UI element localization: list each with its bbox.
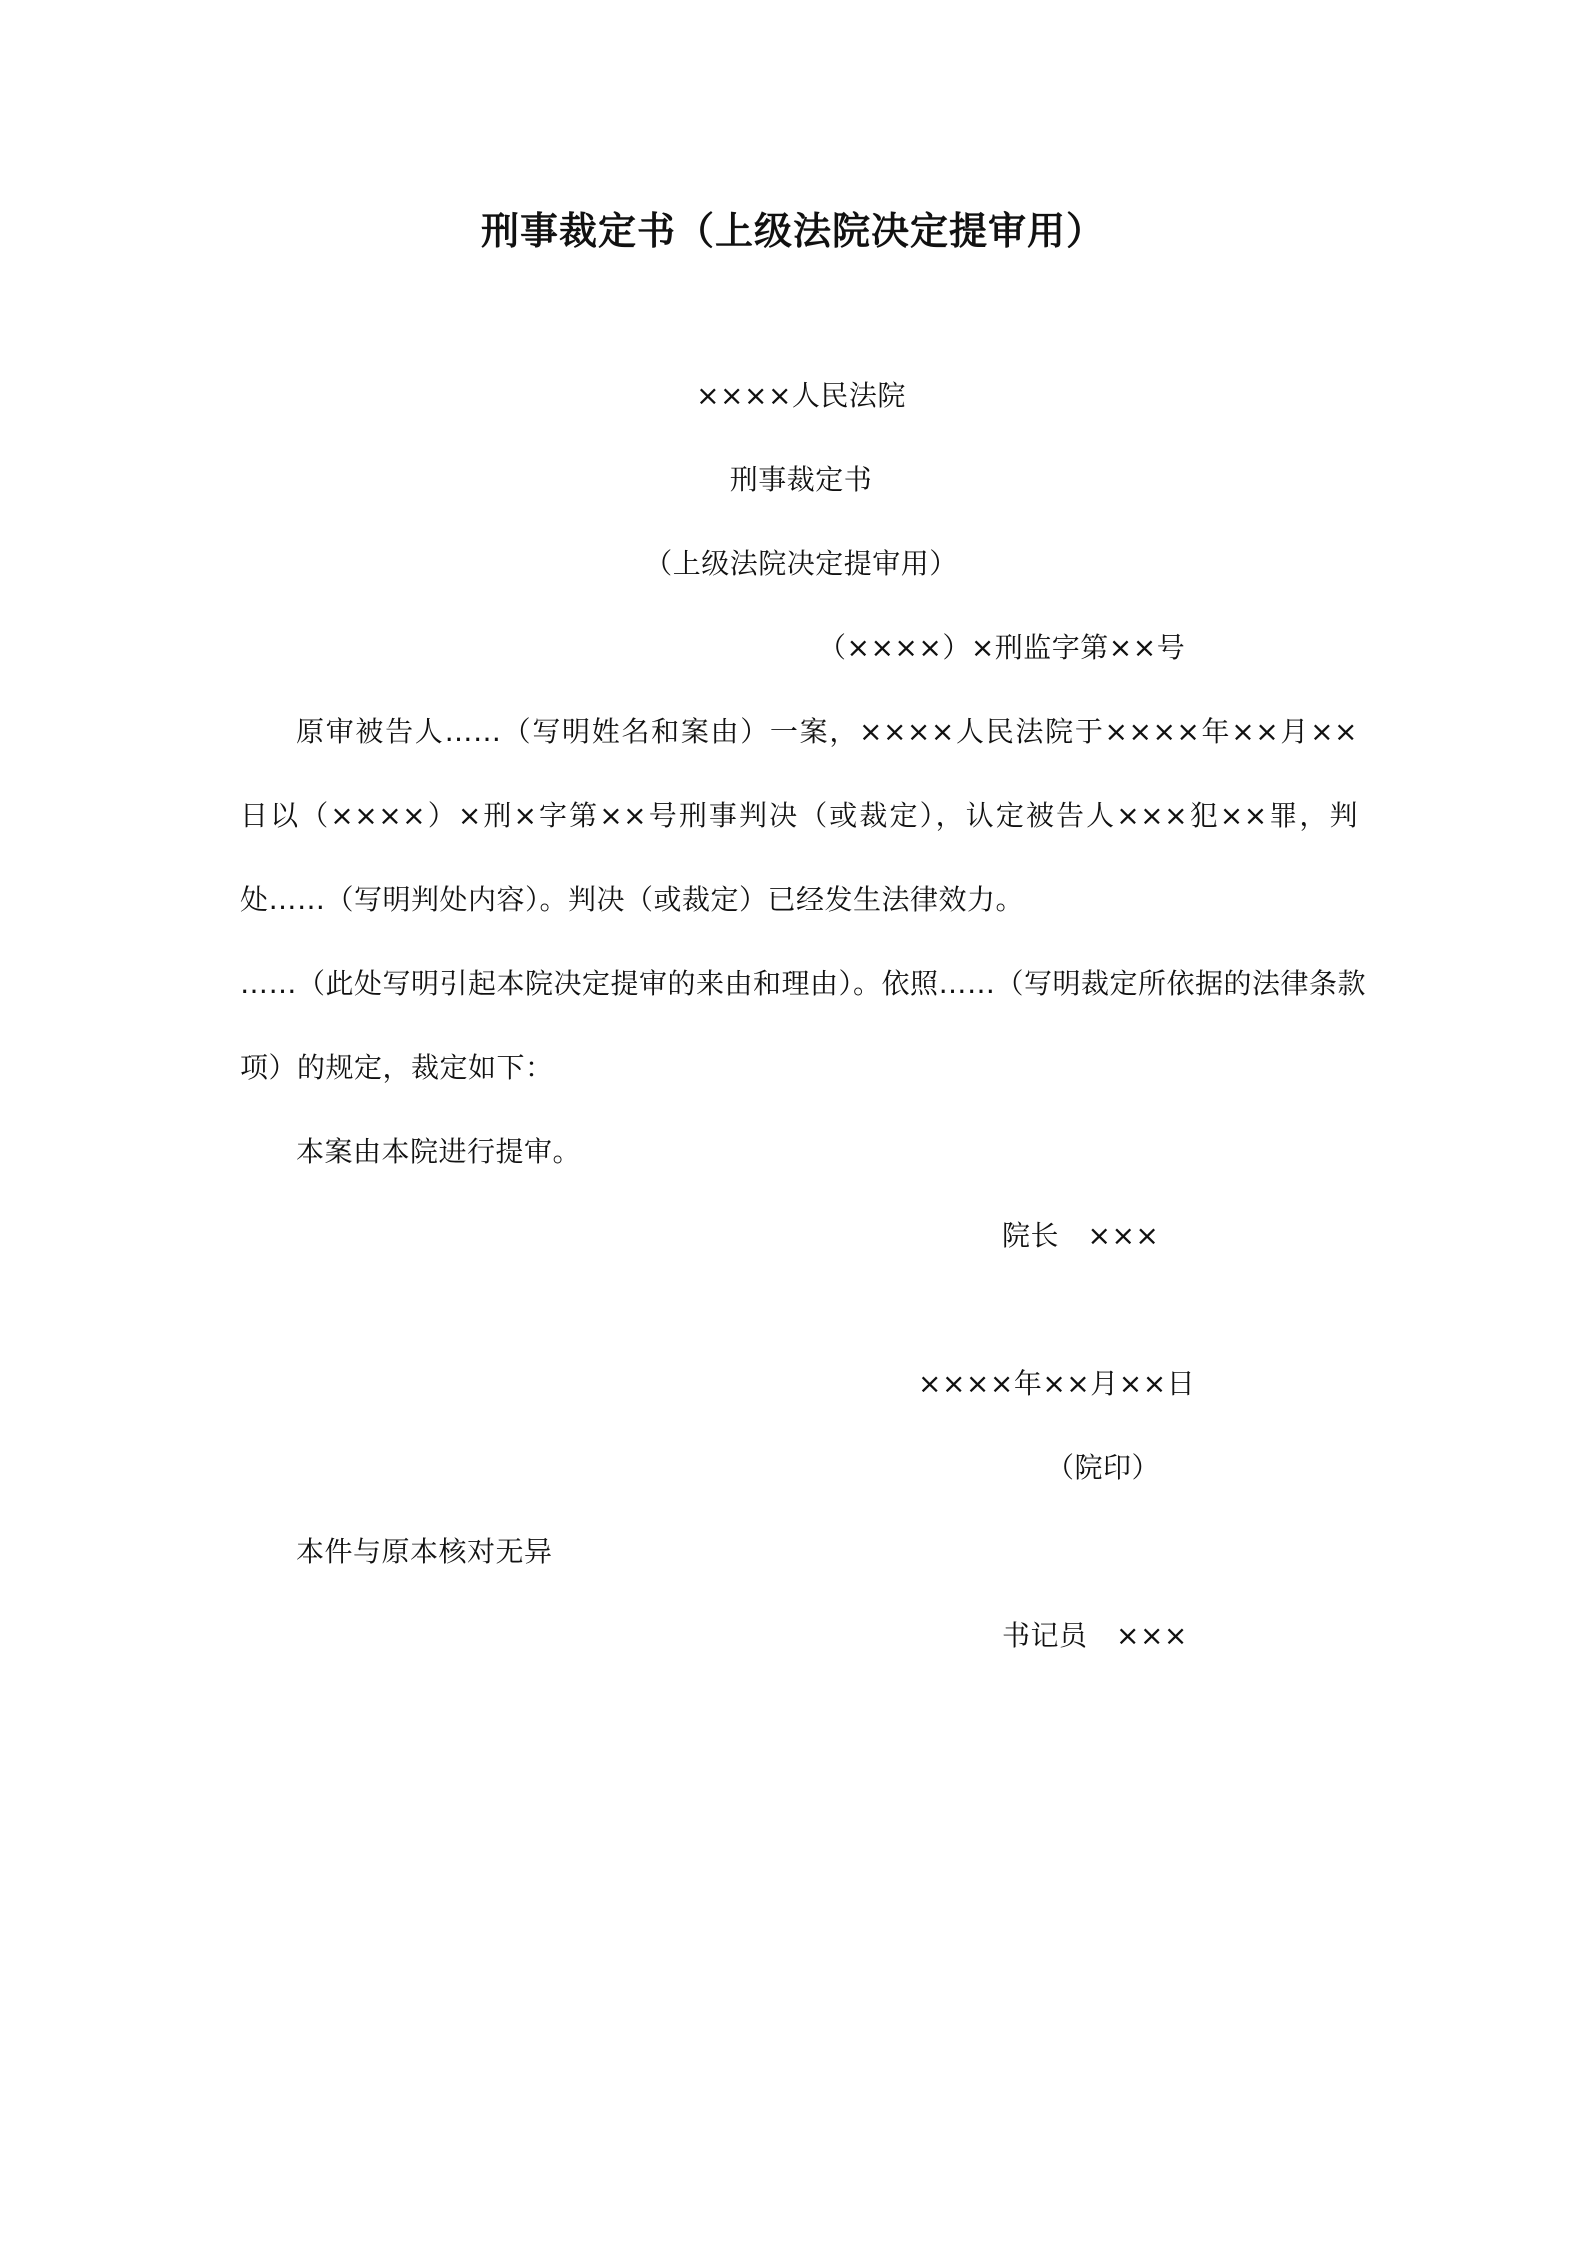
clerk-signature: 书记员 ×××	[1002, 1619, 1188, 1652]
main-title: 刑事裁定书（上级法院决定提审用）	[480, 209, 1105, 253]
case-number: （××××）×刑监字第××号	[818, 631, 1186, 664]
certification-text: 本件与原本核对无异	[296, 1535, 553, 1568]
document-subtype: （上级法院决定提审用）	[644, 547, 958, 580]
paragraph-2-line-1: ……（此处写明引起本院决定提审的来由和理由）。依照……（写明裁定所依据的法律条款	[240, 967, 1367, 1000]
document-type: 刑事裁定书	[729, 463, 873, 496]
court-seal-label: （院印）	[1046, 1451, 1161, 1484]
signature-date: ××××年××月××日	[918, 1367, 1196, 1400]
court-name: ××××人民法院	[696, 379, 906, 412]
president-signature: 院长 ×××	[1002, 1219, 1160, 1252]
paragraph-2-line-2: 项）的规定，裁定如下：	[240, 1051, 554, 1084]
paragraph-1-line-1: 原审被告人……（写明姓名和案由）一案，××××人民法院于××××年××月××	[296, 715, 1358, 748]
paragraph-1-line-3: 处……（写明判处内容）。判决（或裁定）已经发生法律效力。	[240, 883, 1025, 916]
ruling-text: 本案由本院进行提审。	[296, 1135, 582, 1168]
paragraph-1-line-2: 日以（××××）×刑×字第××号刑事判决（或裁定），认定被告人×××犯××罪，判	[240, 799, 1358, 832]
